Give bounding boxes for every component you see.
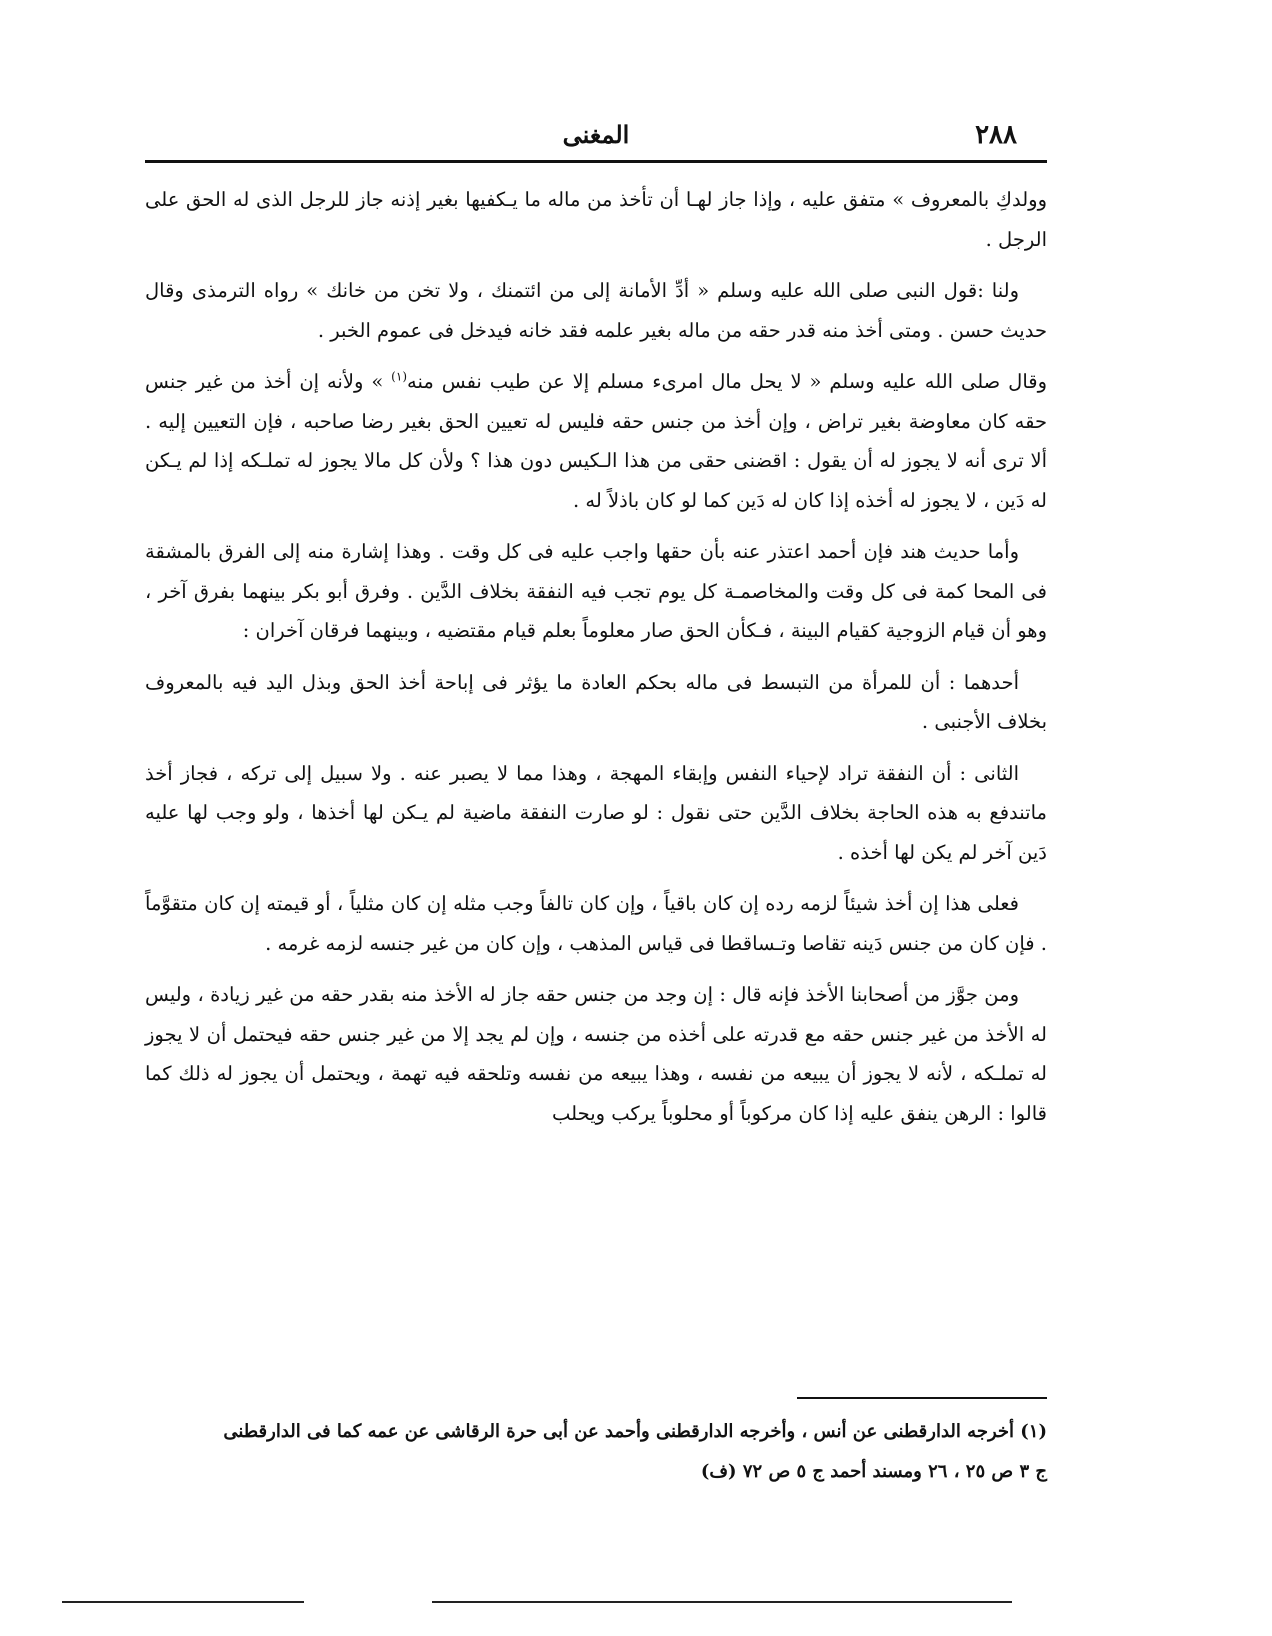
footnotes	[145, 1412, 1047, 1492]
running-title: المغنى	[562, 120, 630, 149]
header-rule	[145, 160, 1047, 163]
footnote-line: ج ٣ ص ٢٥ ، ٢٦ ومسند أحمد ج ٥ ص ٧٢ (ف)	[700, 1461, 1047, 1482]
bottom-rule	[62, 1601, 304, 1603]
bottom-rule	[432, 1601, 1012, 1603]
footnote-line: (١) أخرجه الدارقطنى عن أنس ، وأخرجه الدارقطنى وأحمد عن أبى حرة الرقاشى عن عمه كما فى الدارقطنى	[223, 1421, 1047, 1442]
main-text	[145, 180, 1047, 1145]
paragraph: فعلى هذا إن أخذ شيئاً لزمه رده إن كان باقياً ، وإن كان تالفاً وجب مثله إن كان مثلياً ، أو قيمته إن كان متقوَّماً . فإن كان من جنس دَينه تقاصا وتـساقطا فى قياس المذهب ، وإن كان من غير جنسه لزمه غرمه .	[145, 892, 1047, 955]
hadith-paragraph	[145, 362, 1047, 520]
paragraph: ومن جوَّز من أصحابنا الأخذ فإنه قال : إن وجد من جنس حقه جاز له الأخذ منه بقدر حقه من غير زيادة ، وليس له الأخذ من غير جنس حقه مع قدرته على أخذه من جنسه ، وإن لم يجد إلا من غير جنس حقه فيحتمل أن لا يجوز له تملـكه ، لأنه لا يجوز أن يبيعه من نفسه ، وهذا يبيعه من نفسه وتلحقه فيه تهمة ، ويحتمل أن يجوز له ذلك كما قالوا : الرهن ينفق عليه إذا كان مركوباً أو محلوباً يركب ويحلب	[145, 983, 1047, 1125]
paragraph: الثانى : أن النفقة تراد لإحياء النفس وإبقاء المهجة ، وهذا مما لا يصبر عنه . ولا سبيل إلى تركه ، فجاز أخذ ماتندفع به هذه الحاجة بخلاف الدَّين حتى نقول : لو صارت النفقة ماضية لم يـكن لها أخذها ، ولو وجب لها عليه دَين آخر لم يكن لها أخذه .	[145, 761, 1047, 864]
page-header	[145, 112, 1047, 162]
paragraph: وولدكِ بالمعروف » متفق عليه ، وإذا جاز لهـا أن تأخذ من ماله ما يـكفيها بغير إذنه جاز للرجل الذى له الحق على الرجل .	[145, 188, 1047, 251]
hadith-continuation: » ولأنه إن أخذ من	[230, 370, 392, 393]
page-number: ٢٨٨	[975, 120, 1017, 150]
hadith-text: وقال صلى الله عليه وسلم « لا يحل مال امرىء مسلم إلا عن طيب نفس منه	[407, 370, 1048, 393]
footnote-reference: (١)	[391, 369, 407, 384]
footnote-rule	[797, 1397, 1047, 1399]
paragraph: وأما حديث هند فإن أحمد اعتذر عنه بأن حقها واجب عليه فى كل وقت . وهذا إشارة منه إلى الفرق بالمشقة فى المحا كمة فى كل وقت والمخاصمـة كل يوم تجب فيه النفقة بخلاف الدَّين . وفرق أبو بكر بينهما بفرق آخر ، وهو أن قيام الزوجية كقيام البينة ، فـكأن الحق صار معلوماً بعلم قيام مقتضيه ، وبينهما فرقان آخران :	[145, 540, 1047, 642]
paragraph-continuation: غير جنس حقه كان معاوضة بغير تراض ، وإن أخذ من جنس حقه فليس له تعيين الحق بغير رضا صاحبه ، فإن التعيين إليه . ألا ترى أنه لا يجوز له أن يقول : اقضنى حقى من هذا الـكيس دون هذا ؟ ولأن كل مالا يجوز له تملـكه إذا لم يـكن له دَين ، لا يجوز له أخذه إذا كان له دَين كما لو كان باذلاً له .	[145, 370, 1047, 512]
paragraph: ولنا :قول النبى صلى الله عليه وسلم « أدِّ الأمانة إلى من ائتمنك ، ولا تخن من خانك » رواه الترمذى وقال حديث حسن . ومتى أخذ منه قدر حقه من ماله بغير علمه فقد خانه فيدخل فى عموم الخبر .	[145, 279, 1047, 342]
paragraph: أحدهما : أن للمرأة من التبسط فى ماله بحكم العادة ما يؤثر فى إباحة أخذ الحق وبذل اليد فيه بالمعروف بخلاف الأجنبى .	[145, 670, 1047, 733]
